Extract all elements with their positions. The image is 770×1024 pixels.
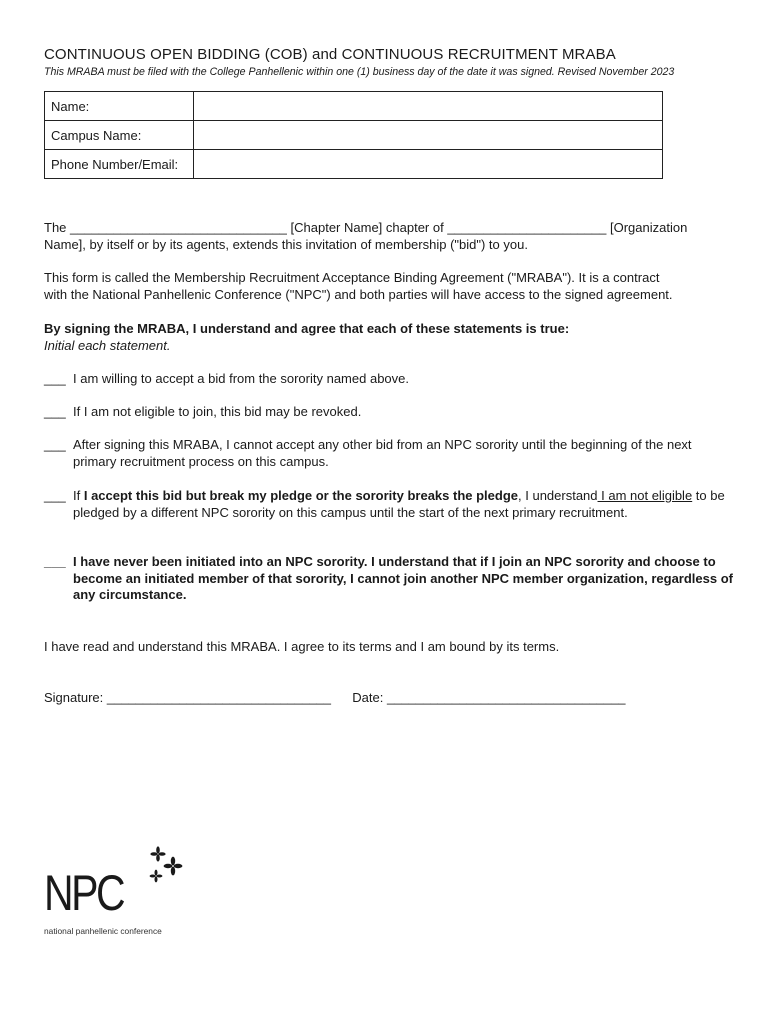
- filing-instructions: This MRABA must be filed with the College Panhellenic within one (1) business day of the date it was signed. Revised November 2023: [44, 66, 675, 78]
- invitation-line-2: Name], by itself or by its agents, extends this invitation of membership ("bid") to you.: [44, 237, 528, 252]
- agreement-heading-text: By signing the MRABA, I understand and agree that each of these statements is true:: [44, 321, 570, 336]
- statement-2: [44, 404, 734, 421]
- statement-text: After signing this MRABA, I cannot accept any other bid from an NPC sorority until the beginning of the next primary recruitment process on this campus.: [73, 437, 692, 469]
- statement-4-suffix: to be pledged by a different NPC sorority on this campus until the start of the next primary recruitment.: [73, 488, 725, 520]
- statement-4-underlined: I am not eligible: [597, 488, 693, 503]
- phone-email-cell: [194, 150, 663, 179]
- statement-text: I am willing to accept a bid from the sorority named above.: [73, 371, 409, 386]
- statement-5: [44, 554, 734, 604]
- npc-wordmark: NPC: [44, 865, 124, 921]
- table-row: [45, 121, 663, 150]
- initial-blank[interactable]: ___: [44, 404, 66, 419]
- phone-email-field[interactable]: [194, 150, 662, 178]
- invitation-paragraph: [44, 219, 730, 253]
- initial-blank[interactable]: ___: [44, 554, 66, 569]
- statement-4-bold: I accept this bid but break my pledge or the sorority breaks the pledge: [83, 488, 519, 503]
- statement-4-prefix: If: [73, 488, 84, 503]
- statement-text: If I am not eligible to join, this bid may be revoked.: [73, 404, 362, 419]
- initial-instruction: Initial each statement.: [44, 338, 171, 353]
- campus-name-field[interactable]: [194, 121, 662, 149]
- signature-line[interactable]: Signature: _______________________________: [44, 690, 332, 705]
- name-field[interactable]: [194, 92, 662, 120]
- table-row: [45, 92, 663, 121]
- name-cell: [194, 92, 663, 121]
- table-row: [45, 150, 663, 179]
- acknowledgement-text: I have read and understand this MRABA. I agree to its terms and I am bound by its terms.: [44, 639, 560, 654]
- form-note-line-2: with the National Panhellenic Conference ("NPC") and both parties will have access to the signed agreement.: [44, 287, 673, 302]
- page-title: CONTINUOUS OPEN BIDDING (COB) and CONTINUOUS RECRUITMENT MRABA: [44, 46, 616, 63]
- campus-name-cell: [194, 121, 663, 150]
- statement-3: [44, 437, 734, 470]
- campus-name-label: Campus Name:: [45, 121, 194, 150]
- statement-text: [44, 488, 734, 521]
- invitation-line-1: The ______________________________ [Chapter Name] chapter of ______________________ [Organization: [44, 220, 688, 235]
- initial-blank[interactable]: ___: [44, 371, 66, 386]
- statement-4: [44, 488, 734, 521]
- agreement-heading: [44, 320, 730, 354]
- npc-flower-mark-icon: [146, 846, 184, 886]
- initial-blank[interactable]: ___: [44, 488, 66, 503]
- statement-4-middle: , I understand: [518, 488, 598, 503]
- signature-row: [44, 689, 730, 706]
- applicant-info-table: [44, 91, 663, 179]
- statement-text: I have never been initiated into an NPC sorority. I understand that if I join an NPC sorority and choose to become an initiated member of that sorority, I cannot join another NPC member organization, regardless of any circumstance.: [73, 554, 733, 602]
- npc-logo: [44, 846, 184, 940]
- npc-tagline: national panhellenic conference: [44, 926, 162, 936]
- statement-1: [44, 371, 734, 388]
- date-line[interactable]: Date: _________________________________: [352, 690, 626, 705]
- name-label: Name:: [45, 92, 194, 121]
- form-note-line-1: This form is called the Membership Recruitment Acceptance Binding Agreement ("MRABA"). It is a contract: [44, 270, 660, 285]
- initial-blank[interactable]: ___: [44, 437, 66, 452]
- form-note-paragraph: [44, 269, 730, 303]
- phone-email-label: Phone Number/Email:: [45, 150, 194, 179]
